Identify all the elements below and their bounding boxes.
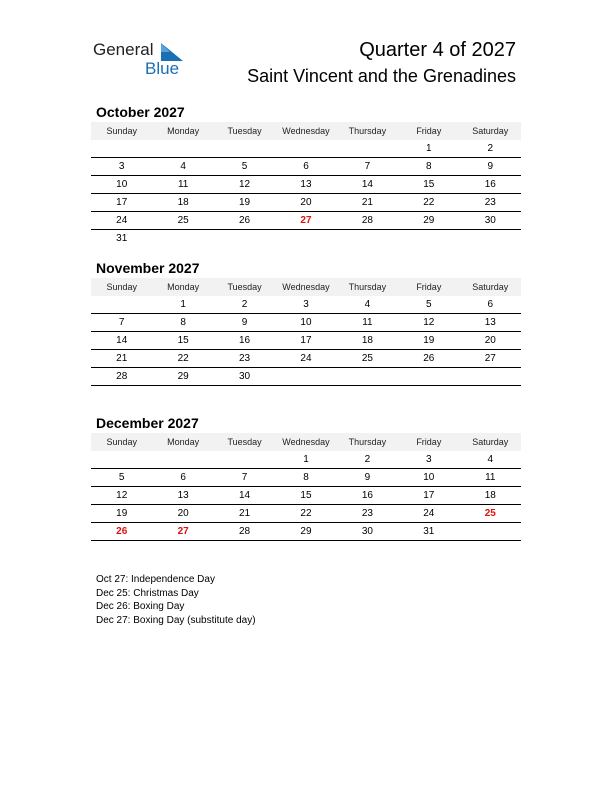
holiday-note: Dec 27: Boxing Day (substitute day) — [96, 614, 256, 626]
day-cell: 12 — [91, 487, 152, 505]
month-title: December 2027 — [96, 415, 199, 431]
day-cell: 22 — [275, 505, 336, 523]
page-subtitle: Saint Vincent and the Grenadines — [247, 66, 516, 86]
holiday-note: Dec 25: Christmas Day — [96, 587, 199, 599]
week-row — [91, 158, 521, 176]
weekday-header-row — [91, 122, 521, 140]
day-cell: 4 — [152, 158, 213, 176]
week-row — [91, 230, 521, 248]
week-row — [91, 523, 521, 541]
week-row — [91, 350, 521, 368]
day-cell: 24 — [91, 212, 152, 230]
day-cell: 23 — [214, 350, 275, 368]
weekday-header: Tuesday — [214, 433, 275, 451]
day-cell: 25 — [337, 350, 398, 368]
day-cell: 28 — [214, 523, 275, 541]
empty-day-cell — [275, 368, 336, 386]
day-cell: 1 — [398, 140, 459, 158]
day-cell: 17 — [398, 487, 459, 505]
calendar-table — [91, 122, 521, 247]
day-cell: 29 — [275, 523, 336, 541]
day-cell: 6 — [460, 296, 521, 314]
month-title: October 2027 — [96, 104, 185, 120]
empty-day-cell — [91, 451, 152, 469]
week-row — [91, 212, 521, 230]
holiday-note: Oct 27: Independence Day — [96, 574, 215, 585]
day-cell: 8 — [398, 158, 459, 176]
day-cell: 1 — [275, 451, 336, 469]
day-cell: 29 — [152, 368, 213, 386]
day-cell: 28 — [337, 212, 398, 230]
logo-general-text: General — [93, 40, 154, 59]
day-cell: 20 — [152, 505, 213, 523]
week-row — [91, 469, 521, 487]
day-cell: 5 — [398, 296, 459, 314]
day-cell: 2 — [460, 140, 521, 158]
weekday-header: Sunday — [91, 122, 152, 140]
day-cell: 19 — [398, 332, 459, 350]
week-row — [91, 368, 521, 386]
empty-day-cell — [337, 368, 398, 386]
empty-day-cell — [152, 140, 213, 158]
week-row — [91, 194, 521, 212]
day-cell: 5 — [214, 158, 275, 176]
week-row — [91, 505, 521, 523]
empty-day-cell — [91, 296, 152, 314]
day-cell: 25 — [460, 505, 521, 523]
week-row — [91, 314, 521, 332]
day-cell: 16 — [460, 176, 521, 194]
empty-day-cell — [152, 451, 213, 469]
day-cell: 13 — [460, 314, 521, 332]
day-cell: 27 — [152, 523, 213, 541]
empty-day-cell — [398, 230, 459, 248]
day-cell: 6 — [152, 469, 213, 487]
day-cell: 20 — [275, 194, 336, 212]
weekday-header: Sunday — [91, 278, 152, 296]
empty-day-cell — [152, 230, 213, 248]
day-cell: 11 — [152, 176, 213, 194]
weekday-header: Saturday — [460, 433, 521, 451]
weekday-header: Saturday — [460, 278, 521, 296]
weekday-header-row — [91, 433, 521, 451]
day-cell: 18 — [337, 332, 398, 350]
day-cell: 6 — [275, 158, 336, 176]
day-cell: 9 — [460, 158, 521, 176]
day-cell: 14 — [91, 332, 152, 350]
day-cell: 18 — [460, 487, 521, 505]
empty-day-cell — [214, 140, 275, 158]
day-cell: 15 — [275, 487, 336, 505]
day-cell: 3 — [91, 158, 152, 176]
day-cell: 21 — [214, 505, 275, 523]
week-row — [91, 332, 521, 350]
empty-day-cell — [214, 451, 275, 469]
day-cell: 12 — [398, 314, 459, 332]
day-cell: 19 — [214, 194, 275, 212]
day-cell: 30 — [337, 523, 398, 541]
month-november — [91, 258, 521, 386]
day-cell: 3 — [398, 451, 459, 469]
weekday-header: Thursday — [337, 122, 398, 140]
holiday-note: Dec 26: Boxing Day — [96, 601, 185, 612]
empty-day-cell — [337, 140, 398, 158]
weekday-header: Wednesday — [275, 433, 336, 451]
day-cell: 30 — [214, 368, 275, 386]
empty-day-cell — [91, 140, 152, 158]
weekday-header: Monday — [152, 433, 213, 451]
week-row — [91, 487, 521, 505]
day-cell: 29 — [398, 212, 459, 230]
day-cell: 14 — [337, 176, 398, 194]
weekday-header: Friday — [398, 278, 459, 296]
day-cell: 31 — [398, 523, 459, 541]
day-cell: 26 — [214, 212, 275, 230]
day-cell: 17 — [91, 194, 152, 212]
week-row — [91, 140, 521, 158]
day-cell: 10 — [91, 176, 152, 194]
day-cell: 21 — [337, 194, 398, 212]
holiday-notes — [96, 573, 256, 627]
day-cell: 7 — [337, 158, 398, 176]
day-cell: 11 — [337, 314, 398, 332]
day-cell: 31 — [116, 233, 128, 244]
day-cell: 27 — [460, 350, 521, 368]
weekday-header-row — [91, 278, 521, 296]
month-december — [91, 413, 521, 541]
weekday-header: Thursday — [337, 278, 398, 296]
day-cell: 23 — [337, 505, 398, 523]
weekday-header: Wednesday — [275, 122, 336, 140]
day-cell: 5 — [91, 469, 152, 487]
empty-day-cell — [460, 523, 521, 541]
day-cell: 7 — [214, 469, 275, 487]
weekday-header: Tuesday — [214, 278, 275, 296]
page-title: Quarter 4 of 2027 — [359, 39, 516, 61]
day-cell: 2 — [214, 296, 275, 314]
weekday-header: Thursday — [337, 433, 398, 451]
day-cell: 15 — [398, 176, 459, 194]
day-cell: 20 — [460, 332, 521, 350]
day-cell: 10 — [275, 314, 336, 332]
day-cell: 9 — [214, 314, 275, 332]
day-cell: 15 — [152, 332, 213, 350]
day-cell: 22 — [152, 350, 213, 368]
day-cell: 26 — [91, 523, 152, 541]
day-cell: 23 — [460, 194, 521, 212]
empty-day-cell — [214, 230, 275, 248]
calendar-table — [91, 433, 521, 541]
empty-day-cell — [398, 368, 459, 386]
month-october — [91, 102, 521, 247]
day-cell: 10 — [398, 469, 459, 487]
logo — [93, 40, 203, 80]
weekday-header: Sunday — [91, 433, 152, 451]
weekday-header: Friday — [398, 433, 459, 451]
empty-day-cell — [460, 368, 521, 386]
day-cell: 13 — [275, 176, 336, 194]
empty-day-cell — [337, 230, 398, 248]
day-cell: 16 — [337, 487, 398, 505]
day-cell: 13 — [152, 487, 213, 505]
day-cell: 18 — [152, 194, 213, 212]
day-cell: 30 — [460, 212, 521, 230]
weekday-header: Saturday — [460, 122, 521, 140]
day-cell: 27 — [275, 212, 336, 230]
week-row — [91, 296, 521, 314]
month-title: November 2027 — [96, 260, 200, 276]
day-cell: 1 — [152, 296, 213, 314]
day-cell: 3 — [275, 296, 336, 314]
day-cell: 22 — [398, 194, 459, 212]
calendar-table — [91, 278, 521, 386]
day-cell: 21 — [91, 350, 152, 368]
day-cell: 7 — [91, 314, 152, 332]
day-cell: 28 — [91, 368, 152, 386]
day-cell: 4 — [460, 451, 521, 469]
empty-day-cell — [460, 230, 521, 248]
day-cell: 12 — [214, 176, 275, 194]
logo-blue-text: Blue — [145, 59, 180, 78]
day-cell: 11 — [460, 469, 521, 487]
day-cell: 24 — [398, 505, 459, 523]
day-cell: 8 — [152, 314, 213, 332]
day-cell: 8 — [275, 469, 336, 487]
day-cell: 16 — [214, 332, 275, 350]
day-cell: 9 — [337, 469, 398, 487]
weekday-header: Monday — [152, 278, 213, 296]
weekday-header: Tuesday — [214, 122, 275, 140]
empty-day-cell — [275, 140, 336, 158]
day-cell: 2 — [337, 451, 398, 469]
weekday-header: Friday — [398, 122, 459, 140]
day-cell: 25 — [152, 212, 213, 230]
day-cell: 19 — [91, 505, 152, 523]
day-cell: 17 — [275, 332, 336, 350]
week-row — [91, 451, 521, 469]
day-cell: 14 — [214, 487, 275, 505]
empty-day-cell — [275, 230, 336, 248]
weekday-header: Monday — [152, 122, 213, 140]
day-cell: 26 — [398, 350, 459, 368]
day-cell: 24 — [275, 350, 336, 368]
day-cell: 4 — [337, 296, 398, 314]
weekday-header: Wednesday — [275, 278, 336, 296]
week-row — [91, 176, 521, 194]
